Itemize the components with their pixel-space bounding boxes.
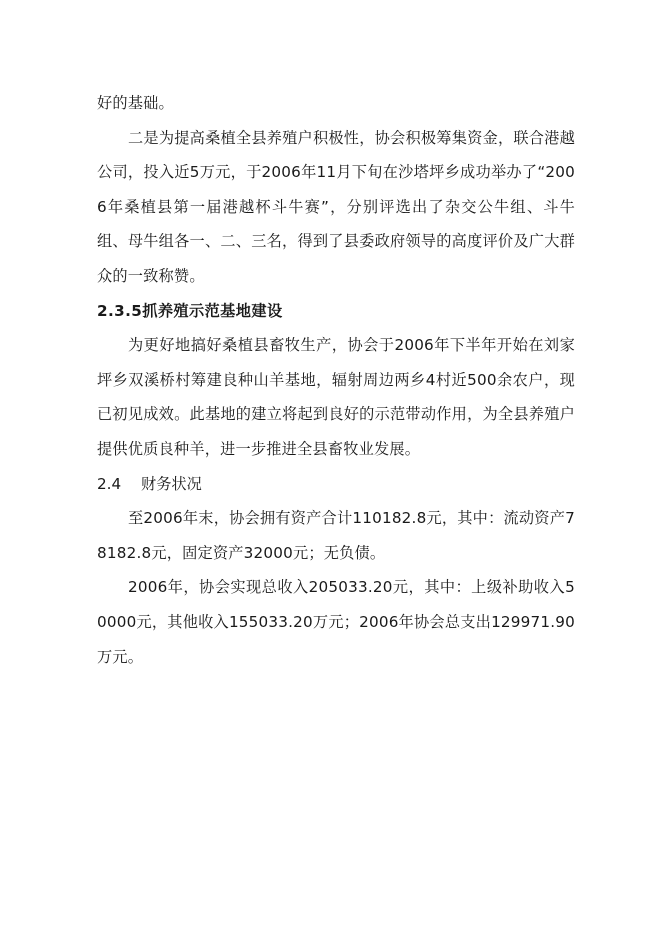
section-number: 2.4 [97,474,122,493]
document-body [97,86,575,674]
section-title: 财务状况 [141,474,202,493]
section-heading-2-3-5: 2.3.5抓养殖示范基地建设 [97,301,283,320]
paragraph-demo-base: 为更好地搞好桑植县畜牧生产，协会于2006年下半年开始在刘家坪乡双溪桥村筹建良种山羊基地，辐射周边两乡4村近500余农户，现已初见成效。此基地的建立将起到良好的示范带动作用，为全县养殖户提供优质良种羊，进一步推进全县畜牧业发展。 [97,336,575,458]
paragraph-assets: 至2006年末，协会拥有资产合计110182.8元，其中：流动资产78182.8元，固定资产32000元；无负债。 [97,509,575,562]
continuation-text: 好的基础。 [97,94,174,112]
section-heading-2-4 [97,467,575,502]
paragraph-bullfight-contest: 二是为提高桑植全县养殖户积极性，协会积极筹集资金，联合港越公司，投入近5万元，于2006年11月下旬在沙塔坪乡成功举办了“2006年桑植县第一届港越杯斗牛赛”，分别评选出了杂交公牛组、斗牛组、母牛组各一、二、三名，得到了县委政府领导的高度评价及广大群众的一致称赞。 [97,128,575,285]
paragraph-income: 2006年，协会实现总收入205033.20元，其中：上级补助收入50000元，其他收入155033.20万元；2006年协会总支出129971.90万元。 [97,578,575,666]
